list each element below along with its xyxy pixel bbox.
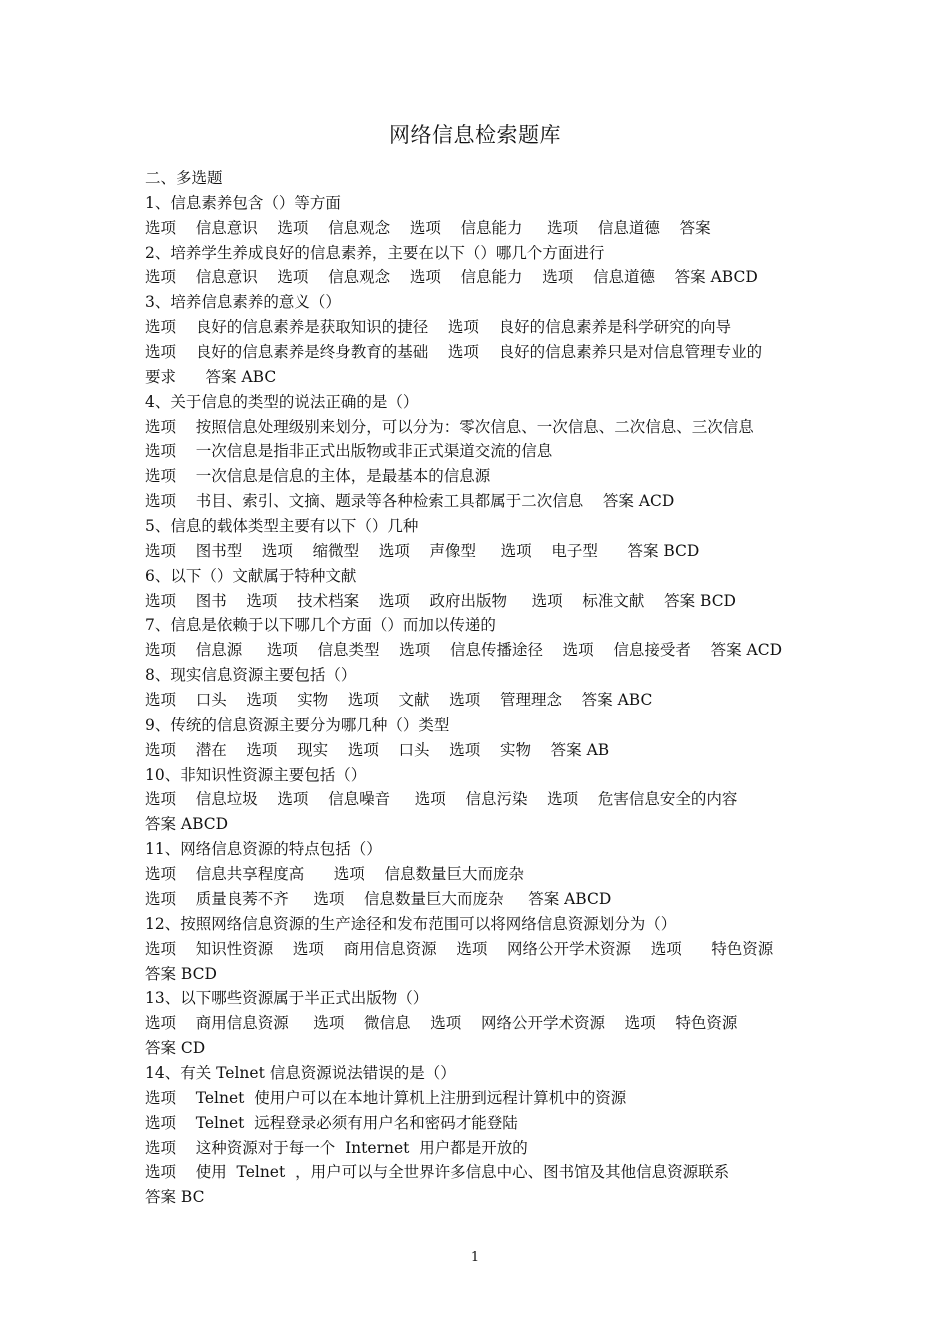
question-12-options: 选项 知识性资源 选项 商用信息资源 选项 网络公开学术资源 选项 特色资源	[145, 939, 774, 958]
question-9-options: 选项 潜在 选项 现实 选项 口头 选项 实物 答案 AB	[145, 740, 610, 759]
question-4-option-c: 选项 一次信息是信息的主体，是最基本的信息源	[145, 467, 491, 486]
question-14-option-a: 选项 Telnet 使用户可以在本地计算机上注册到远程计算机中的资源	[145, 1088, 627, 1107]
question-body	[145, 166, 825, 1210]
question-11: 11、网络信息资源的特点包括（）	[145, 840, 382, 859]
question-4: 4、关于信息的类型的说法正确的是（）	[145, 392, 419, 411]
question-10: 10、非知识性资源主要包括（）	[145, 765, 367, 784]
question-11-options-line-2: 选项 质量良莠不齐 选项 信息数量巨大而庞杂 答案 ABCD	[145, 889, 612, 908]
question-14-option-b: 选项 Telnet 远程登录必须有用户名和密码才能登陆	[145, 1113, 518, 1132]
question-12-answer: 答案 BCD	[145, 964, 217, 983]
question-9: 9、传统的信息资源主要分为哪几种（）类型	[145, 715, 450, 734]
question-5-options: 选项 图书型 选项 缩微型 选项 声像型 选项 电子型 答案 BCD	[145, 541, 700, 560]
question-1-options: 选项 信息意识 选项 信息观念 选项 信息能力 选项 信息道德 答案	[145, 218, 711, 237]
question-6: 6、以下（）文献属于特种文献	[145, 566, 357, 585]
section-heading: 二、多选题	[145, 169, 223, 187]
question-14-answer: 答案 BC	[145, 1188, 205, 1207]
question-11-options-line-1: 选项 信息共享程度高 选项 信息数量巨大而庞杂	[145, 865, 524, 884]
question-2-options: 选项 信息意识 选项 信息观念 选项 信息能力 选项 信息道德 答案 ABCD	[145, 268, 758, 287]
question-6-options: 选项 图书 选项 技术档案 选项 政府出版物 选项 标准文献 答案 BCD	[145, 591, 736, 610]
page-number: 1	[470, 1250, 480, 1265]
question-4-option-d: 选项 书目、索引、文摘、题录等各种检索工具都属于二次信息 答案 ACD	[145, 492, 675, 511]
page-title: 网络信息检索题库	[389, 123, 561, 147]
question-13-answer: 答案 CD	[145, 1039, 206, 1058]
question-14: 14、有关 Telnet 信息资源说法错误的是（）	[145, 1063, 456, 1082]
question-14-option-d: 选项 使用 Telnet ，用户可以与全世界许多信息中心、图书馆及其他信息资源联系	[145, 1163, 730, 1182]
question-4-option-a: 选项 按照信息处理级别来划分，可以分为：零次信息、一次信息、二次信息、三次信息	[145, 417, 754, 436]
question-5: 5、信息的载体类型主要有以下（）几种	[145, 517, 419, 536]
question-8: 8、现实信息资源主要包括（）	[145, 666, 357, 685]
question-12: 12、按照网络信息资源的生产途径和发布范围可以将网络信息资源划分为（）	[145, 914, 677, 933]
question-3: 3、培养信息素养的意义（）	[145, 293, 341, 312]
question-3-options-line-2: 选项 良好的信息素养是终身教育的基础 选项 良好的信息素养只是对信息管理专业的	[145, 343, 763, 362]
question-13-options: 选项 商用信息资源 选项 微信息 选项 网络公开学术资源 选项 特色资源	[145, 1014, 738, 1033]
question-7: 7、信息是依赖于以下哪几个方面（）而加以传递的	[145, 616, 496, 635]
question-4-option-b: 选项 一次信息是指非正式出版物或非正式渠道交流的信息	[145, 442, 553, 461]
question-8-options: 选项 口头 选项 实物 选项 文献 选项 管理理念 答案 ABC	[145, 691, 653, 710]
question-3-answer: 要求 答案 ABC	[145, 367, 277, 386]
question-7-options: 选项 信息源 选项 信息类型 选项 信息传播途径 选项 信息接受者 答案 ACD	[145, 641, 783, 660]
question-10-answer: 答案 ABCD	[145, 815, 229, 834]
question-13: 13、以下哪些资源属于半正式出版物（）	[145, 989, 429, 1008]
question-14-option-c: 选项 这种资源对于每一个 Internet 用户都是开放的	[145, 1138, 528, 1157]
question-10-options: 选项 信息垃圾 选项 信息噪音 选项 信息污染 选项 危害信息安全的内容	[145, 790, 738, 809]
question-1: 1、信息素养包含（）等方面	[145, 193, 341, 212]
question-3-options-line-1: 选项 良好的信息素养是获取知识的捷径 选项 良好的信息素养是科学研究的向导	[145, 318, 732, 337]
question-2: 2、培养学生养成良好的信息素养，主要在以下（）哪几个方面进行	[145, 243, 605, 262]
